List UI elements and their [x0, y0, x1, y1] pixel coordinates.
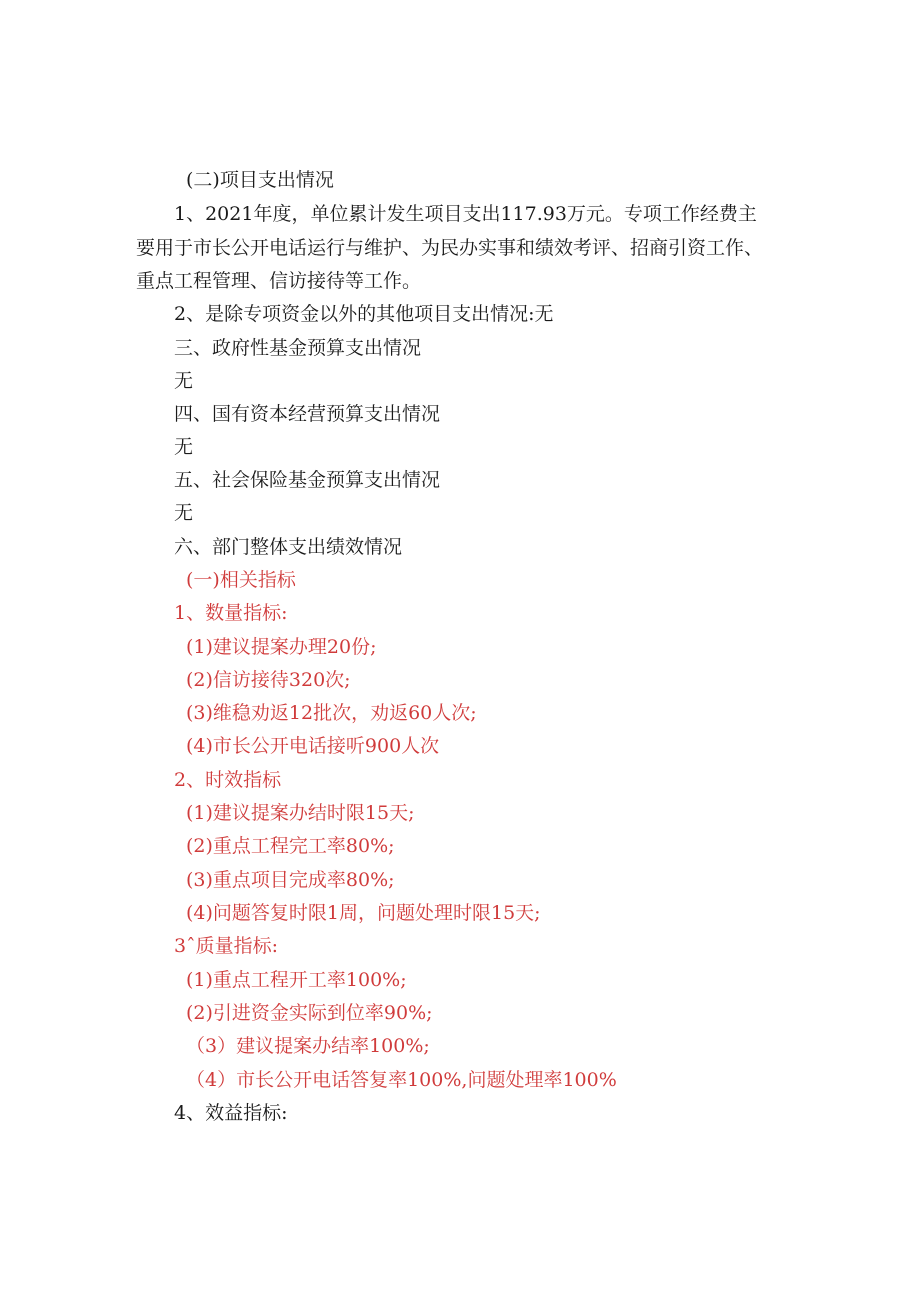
- section-4-body: 无: [174, 436, 194, 458]
- quality-item: （3）建议提案办结率100%;: [186, 1035, 430, 1057]
- quantity-heading: 1、数量指标:: [174, 602, 288, 624]
- paragraph-1-line-1: 1、2021年度，单位累计发生项目支出117.93万元。专项工作经费主: [174, 203, 757, 225]
- section-6-title: 六、部门整体支出绩效情况: [174, 536, 403, 558]
- section-3-title: 三、政府性基金预算支出情况: [174, 337, 422, 359]
- section-3-body: 无: [174, 370, 194, 392]
- quality-item: （4）市长公开电话答复率100%,问题处理率100%: [186, 1069, 617, 1091]
- timeliness-item: (1)建议提案办结时限15天;: [186, 802, 415, 824]
- section-2-title: (二)项目支出情况: [186, 169, 334, 191]
- benefit-heading: 4、效益指标:: [174, 1102, 288, 1124]
- paragraph-1-line-3: 重点工程管理、信访接待等工作。: [136, 270, 422, 292]
- section-5-body: 无: [174, 502, 194, 524]
- paragraph-1-line-2: 要用于市长公开电话运行与维护、为民办实事和绩效考评、招商引资工作、: [136, 237, 764, 259]
- section-5-title: 五、社会保险基金预算支出情况: [174, 469, 441, 491]
- quantity-item: (4)市长公开电话接听900人次: [186, 735, 440, 757]
- indicators-title: (一)相关指标: [186, 569, 296, 591]
- quality-item: (2)引进资金实际到位率90%;: [186, 1002, 433, 1024]
- quantity-item: (2)信访接待320次;: [186, 669, 351, 691]
- timeliness-item: (3)重点项目完成率80%;: [186, 869, 395, 891]
- timeliness-heading: 2、时效指标: [174, 769, 282, 791]
- quality-item: (1)重点工程开工率100%;: [186, 969, 407, 991]
- quantity-item: (3)维稳劝返12批次，劝返60人次;: [186, 702, 477, 724]
- timeliness-item: (4)问题答复时限1周，问题处理时限15天;: [186, 902, 541, 924]
- timeliness-item: (2)重点工程完工率80%;: [186, 835, 395, 857]
- quantity-item: (1)建议提案办理20份;: [186, 636, 377, 658]
- section-4-title: 四、国有资本经营预算支出情况: [174, 403, 441, 425]
- quality-heading: 3ˆ质量指标:: [174, 935, 278, 957]
- paragraph-2: 2、是除专项资金以外的其他项目支出情况:无: [174, 303, 554, 325]
